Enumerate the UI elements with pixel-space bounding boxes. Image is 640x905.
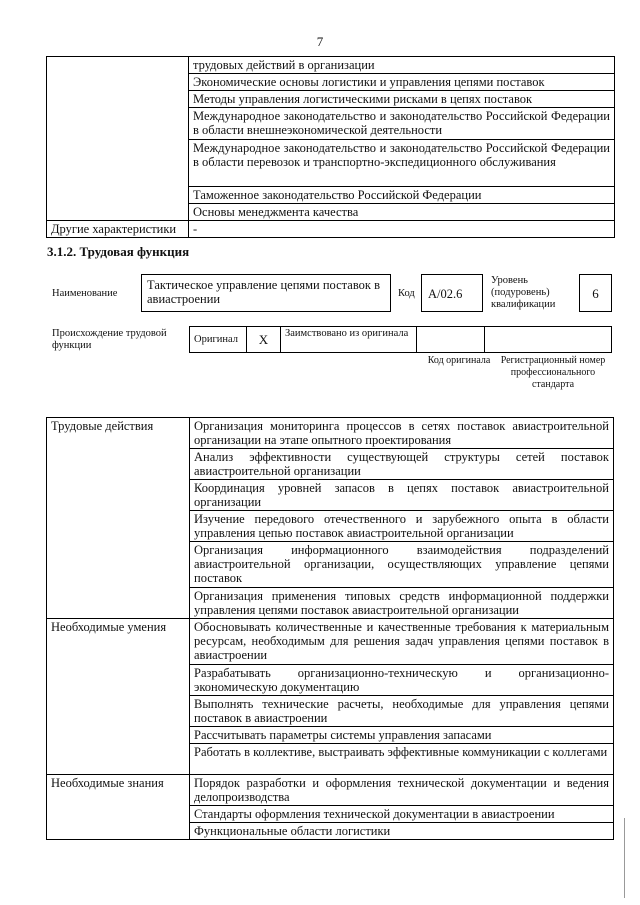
group-label-knowledge: Необходимые знания — [47, 775, 190, 840]
table-row: Разрабатывать организационно-техническую и организационно-экономическую документацию — [190, 665, 614, 696]
page-number: 7 — [316, 34, 324, 49]
table-row: Выполнять технические расчеты, необходимые для управления цепями поставок в авиастроении — [190, 696, 614, 727]
table-row: Стандарты оформления технической документации в авиастроении — [190, 806, 614, 823]
top-table-label-empty — [47, 57, 189, 221]
table-row: Рассчитывать параметры системы управления запасами — [190, 727, 614, 744]
code-original-caption: Код оригинала — [427, 355, 491, 366]
table-row: Организация мониторинга процессов в сетях поставок авиастроительной организации на этапе опытного проектирования — [190, 418, 614, 449]
top-table-row: Основы менеджмента качества — [189, 204, 615, 221]
name-label: Наименование — [52, 288, 118, 299]
table-row: Организация применения типовых средств информационной поддержки управления цепями поставок авиастроительной организации — [190, 588, 614, 619]
group-label-skills: Необходимые умения — [47, 619, 190, 775]
code-value: A/02.6 — [428, 287, 463, 301]
top-table-row: Таможенное законодательство Российской Федерации — [189, 187, 615, 204]
origin-code-cell — [417, 327, 485, 353]
reg-number-caption: Регистрационный номер профессионального стандарта — [500, 355, 606, 390]
table-row: Порядок разработки и оформления технической документации и ведения делопроизводства — [190, 775, 614, 806]
group-label-actions: Трудовые действия — [47, 418, 190, 619]
table-row: Функциональные области логистики — [190, 823, 614, 840]
original-label: Оригинал — [190, 327, 247, 353]
origin-reg-cell — [485, 327, 612, 353]
origin-table — [189, 326, 612, 353]
table-row: Обосновывать количественные и качественные требования к материальным ресурсам, необходимым для решения задач управления цепями поставок в авиастроении — [190, 619, 614, 665]
other-characteristics-label: Другие характеристики — [47, 221, 189, 238]
origin-label: Происхождение трудовой функции — [52, 328, 167, 351]
original-mark: X — [247, 327, 281, 353]
name-value-box — [141, 274, 391, 312]
name-value: Тактическое управление цепями поставок в авиастроении — [147, 278, 380, 306]
labor-function-table — [46, 417, 614, 840]
table-row: Анализ эффективности существующей структуры сетей поставок авиастроительной организации — [190, 449, 614, 480]
level-value: 6 — [592, 286, 599, 301]
top-table-row: Экономические основы логистики и управления цепями поставок — [189, 74, 615, 91]
section-title: 3.1.2. Трудовая функция — [47, 244, 190, 259]
level-value-box — [579, 274, 612, 312]
top-continuation-table — [46, 56, 615, 238]
top-table-row: Международное законодательство и законодательство Российской Федерации в области перевозок и транспортно-экспедиционного обслуживания — [189, 140, 615, 187]
table-row: Организация информационного взаимодействия подразделений авиастроительной организации, осуществляющих управление цепями поставок — [190, 542, 614, 588]
top-table-row: Международное законодательство и законодательство Российской Федерации в области внешнеэкономической деятельности — [189, 108, 615, 140]
code-value-box — [421, 274, 483, 312]
other-characteristics-value: - — [189, 221, 615, 238]
top-table-row: Методы управления логистическими рисками в цепях поставок — [189, 91, 615, 108]
table-row: Изучение передового отечественного и зарубежного опыта в области управления цепью поставок авиастроительной организации — [190, 511, 614, 542]
level-label: Уровень (подуровень) квалификации — [491, 275, 556, 310]
top-table-row: трудовых действий в организации — [189, 57, 615, 74]
borrowed-label: Заимствовано из оригинала — [281, 327, 417, 353]
table-row: Работать в коллективе, выстраивать эффективные коммуникации с коллегами — [190, 744, 614, 775]
scan-edge-line — [624, 818, 625, 898]
code-label: Код — [398, 288, 415, 299]
table-row: Координация уровней запасов в цепях поставок авиастроительной организации — [190, 480, 614, 511]
